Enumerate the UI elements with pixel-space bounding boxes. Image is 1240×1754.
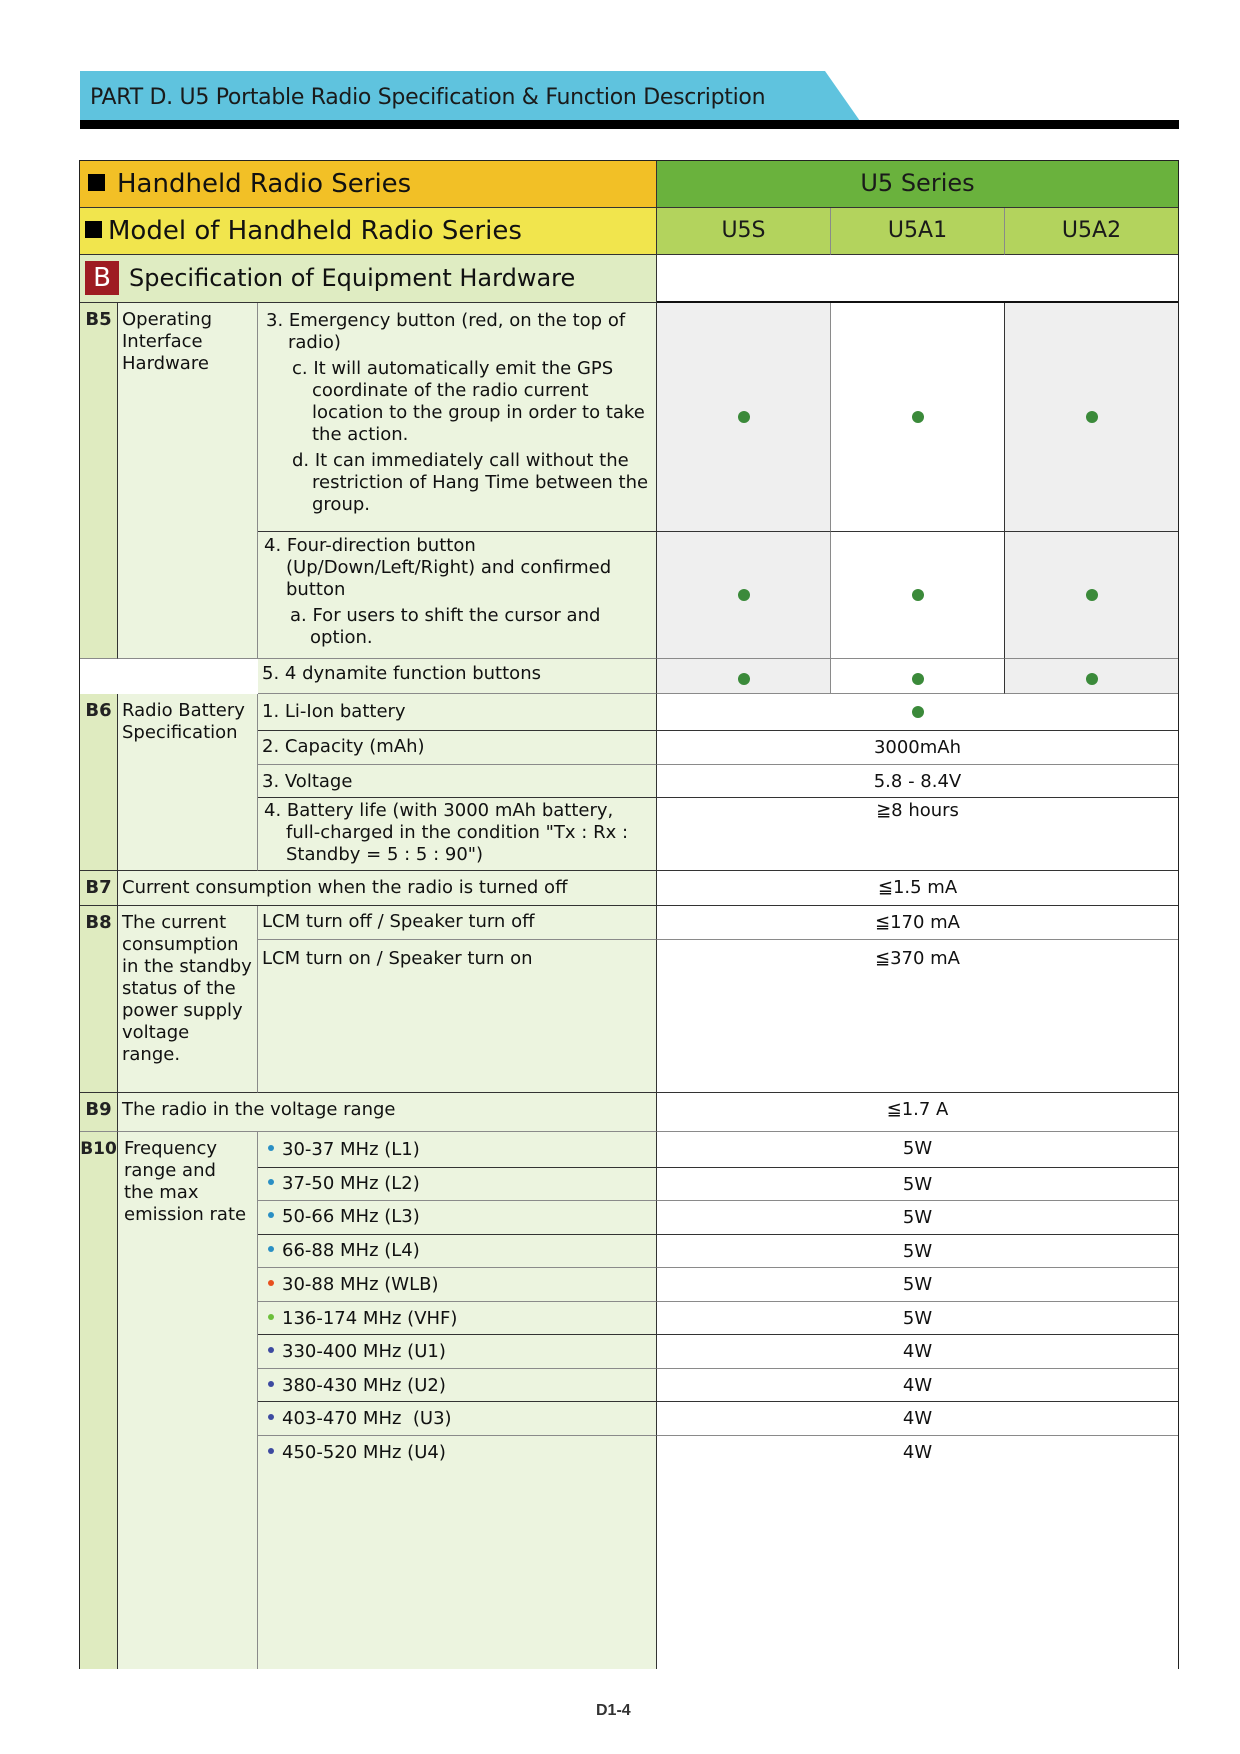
supported-dot-icon (738, 589, 750, 601)
bullet-icon (268, 1314, 274, 1320)
supported-dot-icon (1086, 673, 1098, 685)
b6-capacity-value: 3000mAh (657, 731, 1178, 765)
b10-band-row: 403-470 MHz (U3) (258, 1402, 657, 1436)
bullet-icon (268, 1280, 274, 1286)
b8-id-cell: B8 (80, 906, 118, 1093)
bullet-icon (268, 1246, 274, 1252)
b9-value-cell: ≦1.7 A (657, 1093, 1178, 1132)
square-bullet-icon (88, 174, 105, 191)
b10-id-cell: B10 (80, 1132, 118, 1669)
b6-voltage-value: 5.8 - 8.4V (657, 765, 1178, 798)
b10-power-cell: 5W (657, 1302, 1178, 1335)
bullet-icon (268, 1347, 274, 1353)
series-label-cell (80, 161, 657, 208)
series-label: Handheld Radio Series (117, 169, 412, 199)
b10-label-cell: Frequency range and the max emission rate (118, 1132, 258, 1669)
b5-emergency-u5a2 (1005, 303, 1178, 532)
b5-fourdir-u5a2 (1005, 532, 1178, 659)
b8-label-cell: The current consumption in the standby status of the power supply voltage range. (118, 906, 258, 1093)
spec-table (79, 160, 1179, 1669)
b5-fourdir-u5s (657, 532, 831, 659)
b7-id-cell: B7 (80, 871, 118, 906)
b10-band-row: 30-88 MHz (WLB) (258, 1268, 657, 1302)
b6-item-battery-life: 4. Battery life (with 3000 mAh battery, full-charged in the condition "Tx : Rx : Standby = 5 : 5 : 90") (258, 798, 657, 871)
supported-dot-icon (738, 411, 750, 423)
b10-band-row: 37-50 MHz (L2) (258, 1168, 657, 1201)
b10-power-cell: 4W (657, 1436, 1178, 1669)
b10-power-cell: 5W (657, 1201, 1178, 1235)
b5-emergency-u5a1 (831, 303, 1005, 532)
b10-band-row: 450-520 MHz (U4) (258, 1436, 657, 1669)
b10-band-row: 330-400 MHz (U1) (258, 1335, 657, 1369)
b10-power-cell: 5W (657, 1268, 1178, 1302)
b10-power-cell: 5W (657, 1132, 1178, 1168)
b10-band-row: 50-66 MHz (L3) (258, 1201, 657, 1235)
b8-lcm-on-value: ≦370 mA (657, 940, 1178, 1093)
bullet-icon (268, 1414, 274, 1420)
supported-dot-icon (912, 589, 924, 601)
supported-dot-icon (912, 411, 924, 423)
bullet-icon (268, 1145, 274, 1151)
b5-item-emergency: 3. Emergency button (red, on the top of radio) c. It will automatically emit the GPS coordinate of the radio current location to the group in order to take the action. d. It can immediately call without the restriction of Hang Time between the group. (258, 303, 657, 532)
bullet-icon (268, 1381, 274, 1387)
model-header-u5a2: U5A2 (1005, 208, 1178, 255)
section-b-header (80, 255, 657, 303)
b6-item-capacity: 2. Capacity (mAh) (258, 731, 657, 765)
b5-dynamite-u5s (657, 659, 831, 694)
b6-id-cell: B6 (80, 694, 118, 871)
section-banner (80, 71, 860, 121)
b10-power-cell: 4W (657, 1335, 1178, 1369)
b6-liion-value (657, 694, 1178, 731)
b10-power-cell: 4W (657, 1369, 1178, 1402)
b7-desc-cell: Current consumption when the radio is turned off (118, 871, 657, 906)
model-header-u5a1: U5A1 (831, 208, 1005, 255)
b5-label-cell: Operating Interface Hardware (118, 303, 258, 659)
b5-item-four-direction: 4. Four-direction button (Up/Down/Left/Right) and confirmed button a. For users to shift the cursor and option. (258, 532, 657, 659)
b6-label-cell: Radio Battery Specification (118, 694, 258, 871)
b8-item-lcm-off: LCM turn off / Speaker turn off (258, 906, 657, 940)
bullet-icon (268, 1212, 274, 1218)
section-title: Specification of Equipment Hardware (129, 264, 576, 292)
supported-dot-icon (912, 706, 924, 718)
b8-lcm-off-value: ≦170 mA (657, 906, 1178, 940)
model-label-cell (80, 208, 657, 255)
bullet-icon (268, 1179, 274, 1185)
square-bullet-icon (85, 221, 102, 238)
b8-item-lcm-on: LCM turn on / Speaker turn on (258, 940, 657, 1093)
supported-dot-icon (1086, 589, 1098, 601)
model-header-u5s: U5S (657, 208, 831, 255)
supported-dot-icon (1086, 411, 1098, 423)
b6-item-liion: 1. Li-Ion battery (258, 694, 657, 731)
series-value: U5 Series (860, 169, 975, 197)
b10-power-cell: 5W (657, 1235, 1178, 1268)
b10-band-row: 136-174 MHz (VHF) (258, 1302, 657, 1335)
model-label: Model of Handheld Radio Series (108, 216, 522, 246)
b5-id-cell: B5 (80, 303, 118, 659)
b9-desc-cell: The radio in the voltage range (118, 1093, 657, 1132)
series-value-cell (657, 161, 1178, 208)
b6-item-voltage: 3. Voltage (258, 765, 657, 798)
b9-id-cell: B9 (80, 1093, 118, 1132)
b10-power-cell: 5W (657, 1168, 1178, 1201)
page-title: PART D. U5 Portable Radio Specification & Function Description (90, 85, 766, 110)
page-number: D1-4 (596, 1702, 631, 1719)
title-rule (80, 120, 1179, 129)
b6-battery-life-value: ≧8 hours (657, 798, 1178, 871)
supported-dot-icon (912, 673, 924, 685)
b7-value-cell: ≦1.5 mA (657, 871, 1178, 906)
b5-item-dynamite: 5. 4 dynamite function buttons (258, 659, 657, 694)
b10-band-row: 66-88 MHz (L4) (258, 1235, 657, 1268)
b10-band-row: 30-37 MHz (L1) (258, 1132, 657, 1168)
bullet-icon (268, 1448, 274, 1454)
section-b-value-blank (657, 255, 1178, 303)
b5-dynamite-u5a2 (1005, 659, 1178, 694)
b5-dynamite-u5a1 (831, 659, 1005, 694)
supported-dot-icon (738, 673, 750, 685)
b5-fourdir-u5a1 (831, 532, 1005, 659)
section-badge: B (85, 261, 119, 295)
b10-band-row: 380-430 MHz (U2) (258, 1369, 657, 1402)
b5-emergency-u5s (657, 303, 831, 532)
b10-power-cell: 4W (657, 1402, 1178, 1436)
